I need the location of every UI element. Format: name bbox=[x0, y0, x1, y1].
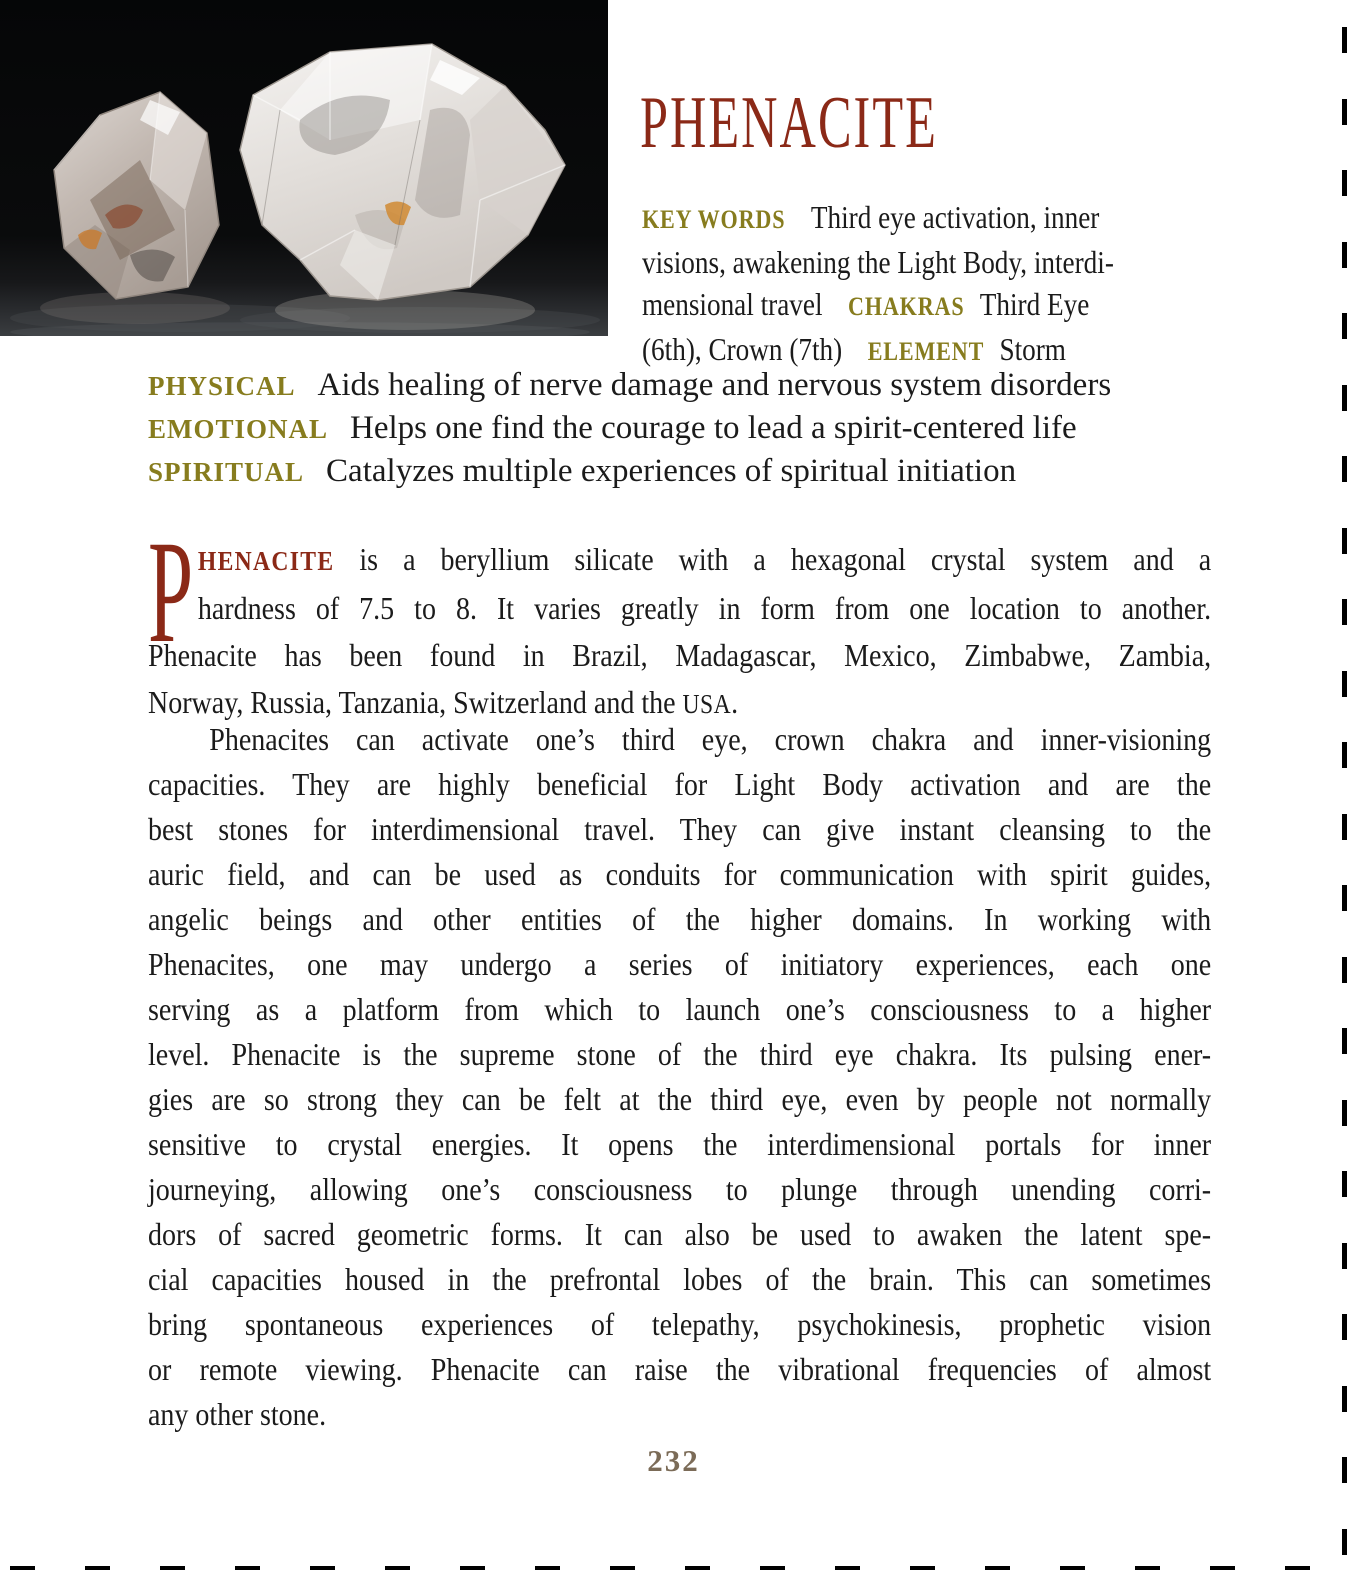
edge-mark-right bbox=[1342, 1457, 1347, 1483]
edge-mark-right bbox=[1342, 242, 1347, 268]
chakras-value: Third Eye bbox=[979, 286, 1090, 322]
edge-mark-right bbox=[1342, 599, 1347, 625]
edge-mark-bottom bbox=[310, 1566, 335, 1570]
paragraph-line: any other stone. bbox=[148, 1396, 327, 1432]
element-value: Storm bbox=[999, 331, 1066, 367]
page-title: PHENACITE bbox=[640, 82, 938, 164]
edge-mark-right bbox=[1342, 1243, 1347, 1269]
edge-mark-bottom bbox=[85, 1566, 110, 1570]
paragraph-line: Phenacites, one may undergo a series of initiatory experiences, each one bbox=[148, 946, 1212, 982]
keywords-block bbox=[642, 196, 1186, 373]
keywords-text-3: mensional travel bbox=[642, 286, 823, 322]
keywords-line-1 bbox=[642, 196, 1186, 241]
spiritual-label: SPIRITUAL bbox=[148, 457, 305, 487]
edge-mark-bottom bbox=[235, 1566, 260, 1570]
edge-mark-bottom bbox=[385, 1566, 410, 1570]
edge-mark-right bbox=[1342, 1386, 1347, 1412]
phenacite-crystals-photo bbox=[0, 0, 608, 336]
edge-mark-right bbox=[1342, 27, 1347, 53]
edge-mark-bottom bbox=[685, 1566, 710, 1570]
lead-smallcaps: HENACITE bbox=[197, 546, 335, 576]
edge-mark-bottom bbox=[460, 1566, 485, 1570]
edge-mark-right bbox=[1342, 814, 1347, 840]
edge-mark-bottom bbox=[10, 1566, 35, 1570]
keywords-text-2: visions, awakening the Light Body, interdi- bbox=[642, 244, 1114, 280]
key-words-label: KEY WORDS bbox=[642, 205, 786, 234]
spiritual-text: Catalyzes multiple experiences of spiritual initiation bbox=[326, 453, 1017, 489]
element-label: ELEMENT bbox=[867, 337, 985, 366]
edge-mark-right bbox=[1342, 742, 1347, 768]
edge-mark-right bbox=[1342, 99, 1347, 125]
attributes-block bbox=[148, 364, 1347, 493]
keywords-line-3 bbox=[642, 283, 1186, 328]
paragraph-line: serving as a platform from which to launch one’s consciousness to a higher bbox=[148, 991, 1212, 1027]
edge-mark-right bbox=[1342, 1028, 1347, 1054]
paragraph-line: angelic beings and other entities of the higher domains. In working with bbox=[148, 901, 1212, 937]
paragraph-1-text-1: is a beryllium silicate with a hexagonal crystal system and a bbox=[334, 541, 1212, 577]
edge-mark-right bbox=[1342, 313, 1347, 339]
emotional-text: Helps one find the courage to lead a spirit-centered life bbox=[350, 410, 1077, 446]
edge-mark-bottom bbox=[1060, 1566, 1085, 1570]
attribute-physical bbox=[148, 364, 1347, 407]
keywords-text-4: (6th), Crown (7th) bbox=[642, 331, 843, 367]
edge-mark-bottom bbox=[760, 1566, 785, 1570]
edge-mark-bottom bbox=[160, 1566, 185, 1570]
edge-mark-right bbox=[1342, 528, 1347, 554]
physical-label: PHYSICAL bbox=[148, 371, 296, 401]
keywords-text-1: Third eye activation, inner bbox=[810, 199, 1100, 235]
paragraph-line: journeying, allowing one’s consciousness to plunge through unending corri- bbox=[148, 1171, 1212, 1207]
paragraph-1-line-2: hardness of 7.5 to 8. It varies greatly in form from one location to another. bbox=[197, 590, 1212, 626]
paragraph-line: auric field, and can be used as conduits for communication with spirit guides, bbox=[148, 856, 1212, 892]
edge-mark-right bbox=[1342, 385, 1347, 411]
chakras-label: CHAKRAS bbox=[848, 292, 965, 321]
physical-text: Aids healing of nerve damage and nervous system disorders bbox=[317, 367, 1112, 403]
emotional-label: EMOTIONAL bbox=[148, 414, 329, 444]
paragraph-1 bbox=[148, 510, 1212, 728]
edge-mark-right bbox=[1342, 1100, 1347, 1126]
paragraph-2 bbox=[148, 717, 1211, 1437]
paragraph-1-line-1 bbox=[148, 536, 1211, 585]
paragraph-line: Phenacites can activate one’s third eye, crown chakra and inner-visioning bbox=[209, 721, 1212, 757]
paragraph-line: sensitive to crystal energies. It opens the interdimensional portals for inner bbox=[148, 1126, 1212, 1162]
edge-mark-bottom bbox=[1285, 1566, 1310, 1570]
paragraph-line: best stones for interdimensional travel. They can give instant cleansing to the bbox=[148, 811, 1212, 847]
edge-mark-bottom bbox=[985, 1566, 1010, 1570]
edge-mark-right bbox=[1342, 170, 1347, 196]
paragraph-1-line-3: Phenacite has been found in Brazil, Madagascar, Mexico, Zimbabwe, Zambia, bbox=[148, 637, 1212, 673]
paragraph-1-text-4: Norway, Russia, Tanzania, Switzerland and the bbox=[148, 684, 683, 720]
edge-mark-right bbox=[1342, 885, 1347, 911]
edge-mark-bottom bbox=[1210, 1566, 1235, 1570]
paragraph-line: dors of sacred geometric forms. It can also be used to awaken the latent spe- bbox=[148, 1216, 1212, 1252]
edge-mark-right bbox=[1342, 1314, 1347, 1340]
edge-mark-right bbox=[1342, 1171, 1347, 1197]
edge-mark-bottom bbox=[835, 1566, 860, 1570]
paragraph-line: or remote viewing. Phenacite can raise the vibrational frequencies of almost bbox=[148, 1351, 1212, 1387]
page-number: 232 bbox=[647, 1443, 700, 1478]
edge-mark-bottom bbox=[610, 1566, 635, 1570]
edge-mark-bottom bbox=[535, 1566, 560, 1570]
attribute-emotional bbox=[148, 407, 1347, 450]
edge-mark-right bbox=[1342, 671, 1347, 697]
paragraph-line: capacities. They are highly beneficial for Light Body activation and are the bbox=[148, 766, 1212, 802]
paragraph-line: bring spontaneous experiences of telepathy, psychokinesis, prophetic vision bbox=[148, 1306, 1212, 1342]
paragraph-line: cial capacities housed in the prefrontal lobes of the brain. This can sometimes bbox=[148, 1261, 1212, 1297]
edge-mark-right bbox=[1342, 456, 1347, 482]
paragraph-line: gies are so strong they can be felt at the third eye, even by people not normally bbox=[148, 1081, 1212, 1117]
usa-smallcaps: USA bbox=[682, 689, 732, 719]
edge-mark-bottom bbox=[910, 1566, 935, 1570]
attribute-spiritual bbox=[148, 450, 1347, 493]
edge-mark-bottom bbox=[1135, 1566, 1160, 1570]
paragraph-1-text-4-end: . bbox=[731, 684, 739, 720]
drop-cap: P bbox=[148, 510, 194, 673]
keywords-line-2 bbox=[642, 241, 1186, 283]
edge-mark-right bbox=[1342, 1529, 1347, 1555]
edge-mark-right bbox=[1342, 957, 1347, 983]
paragraph-line: level. Phenacite is the supreme stone of the third eye chakra. Its pulsing ener- bbox=[148, 1036, 1212, 1072]
